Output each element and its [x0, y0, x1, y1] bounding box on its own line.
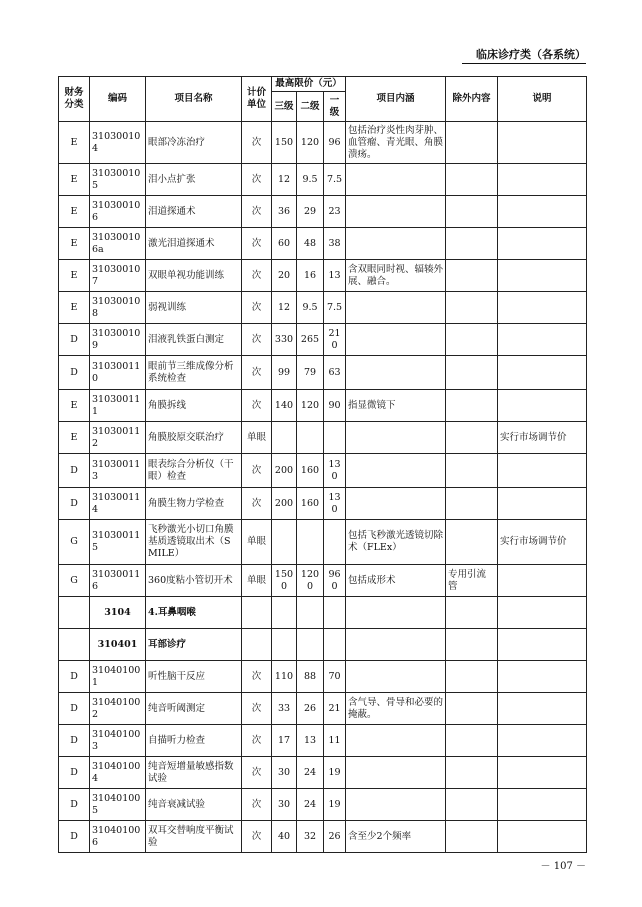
- table-row: [59, 164, 587, 196]
- price-level1-cell: 130: [324, 454, 346, 488]
- note-cell: [498, 122, 587, 164]
- price-level2-cell: 26: [297, 693, 324, 725]
- content-cell: 包括治疗炎性肉芽肿、血管瘤、青光眼、角膜溃疡。: [346, 122, 446, 164]
- header-category: 财务分类: [59, 77, 90, 122]
- content-cell: 指显微镜下: [346, 390, 446, 422]
- name-cell: 泪道探通术: [146, 196, 242, 228]
- price-level3-cell: 150: [272, 122, 297, 164]
- content-cell: [346, 164, 446, 196]
- note-cell: [498, 260, 587, 292]
- table-row: [59, 488, 587, 520]
- content-cell: [346, 292, 446, 324]
- price-level3-cell: [272, 520, 297, 565]
- price-level2-cell: 120: [297, 122, 324, 164]
- price-level3-cell: 36: [272, 196, 297, 228]
- content-cell: 含双眼同时视、辐辏外展、融合。: [346, 260, 446, 292]
- subsection-row: [59, 629, 587, 661]
- unit-cell: 次: [242, 454, 272, 488]
- name-cell: 角膜生物力学检查: [146, 488, 242, 520]
- table-row: [59, 789, 587, 821]
- price-level2-cell: 16: [297, 260, 324, 292]
- name-cell: 纯音短增量敏感指数试验: [146, 757, 242, 789]
- note-cell: [498, 757, 587, 789]
- content-cell: 含气导、骨导和必要的掩蔽。: [346, 693, 446, 725]
- category-cell: D: [59, 356, 90, 390]
- excluded-cell: [446, 520, 498, 565]
- note-cell: [498, 292, 587, 324]
- content-cell: 含至少2个频率: [346, 821, 446, 853]
- table-row: [59, 821, 587, 853]
- price-level2-cell: 120: [297, 390, 324, 422]
- excluded-cell: [446, 454, 498, 488]
- excluded-cell: [446, 228, 498, 260]
- unit-cell: 次: [242, 821, 272, 853]
- price-level2-cell: 79: [297, 356, 324, 390]
- excluded-cell: [446, 196, 498, 228]
- price-level2-cell: 160: [297, 488, 324, 520]
- header-rule: [462, 63, 586, 64]
- price-level3-cell: 17: [272, 725, 297, 757]
- price-level1-cell: 38: [324, 228, 346, 260]
- code-cell: 310401003: [90, 725, 146, 757]
- code-cell: 310300111: [90, 390, 146, 422]
- code-cell: 310401006: [90, 821, 146, 853]
- price-level1-cell: 21: [324, 693, 346, 725]
- subsection-code: 310401: [90, 629, 146, 661]
- table-row: [59, 661, 587, 693]
- price-level2-cell: [297, 422, 324, 454]
- note-cell: [498, 196, 587, 228]
- note-cell: [498, 693, 587, 725]
- category-cell: D: [59, 725, 90, 757]
- name-cell: 眼前节三维成像分析系统检查: [146, 356, 242, 390]
- price-level3-cell: 30: [272, 789, 297, 821]
- note-cell: [498, 390, 587, 422]
- table-row: [59, 422, 587, 454]
- header-max-price: 最高限价（元）: [272, 77, 346, 92]
- name-cell: 泪小点扩张: [146, 164, 242, 196]
- header-level3: 三级: [272, 92, 297, 122]
- price-level2-cell: 24: [297, 789, 324, 821]
- content-cell: [346, 196, 446, 228]
- price-level1-cell: 70: [324, 661, 346, 693]
- name-cell: 角膜拆线: [146, 390, 242, 422]
- code-cell: 310300116: [90, 565, 146, 597]
- price-level2-cell: [297, 520, 324, 565]
- code-cell: 310300113: [90, 454, 146, 488]
- price-level3-cell: 110: [272, 661, 297, 693]
- content-cell: [346, 725, 446, 757]
- header-unit: 计价单位: [242, 77, 272, 122]
- unit-cell: 单眼: [242, 520, 272, 565]
- category-cell: D: [59, 661, 90, 693]
- name-cell: 纯音衰减试验: [146, 789, 242, 821]
- name-cell: 双耳交替响度平衡试验: [146, 821, 242, 853]
- table-row: [59, 196, 587, 228]
- section-code: 3104: [90, 597, 146, 629]
- price-level1-cell: 130: [324, 488, 346, 520]
- table-row: [59, 390, 587, 422]
- table-row: [59, 356, 587, 390]
- category-cell: G: [59, 520, 90, 565]
- category-cell: D: [59, 789, 90, 821]
- excluded-cell: [446, 757, 498, 789]
- code-cell: 310300114: [90, 488, 146, 520]
- code-cell: 310401001: [90, 661, 146, 693]
- name-cell: 激光泪道探通术: [146, 228, 242, 260]
- content-cell: [346, 324, 446, 356]
- price-level2-cell: 24: [297, 757, 324, 789]
- name-cell: 听性脑干反应: [146, 661, 242, 693]
- unit-cell: 次: [242, 292, 272, 324]
- note-cell: [498, 488, 587, 520]
- header-level2: 二级: [297, 92, 324, 122]
- category-cell: D: [59, 757, 90, 789]
- price-level3-cell: 12: [272, 292, 297, 324]
- price-level1-cell: 7.5: [324, 292, 346, 324]
- unit-cell: 次: [242, 324, 272, 356]
- excluded-cell: [446, 164, 498, 196]
- content-cell: [346, 422, 446, 454]
- note-cell: 实行市场调节价: [498, 422, 587, 454]
- header-note: 说明: [498, 77, 587, 122]
- table-row: [59, 260, 587, 292]
- name-cell: 角膜胶原交联治疗: [146, 422, 242, 454]
- header-level1: 一级: [324, 92, 346, 122]
- price-level2-cell: 29: [297, 196, 324, 228]
- excluded-cell: [446, 260, 498, 292]
- unit-cell: 次: [242, 260, 272, 292]
- note-cell: [498, 356, 587, 390]
- unit-cell: 次: [242, 757, 272, 789]
- code-cell: 310300106a: [90, 228, 146, 260]
- table-row: [59, 565, 587, 597]
- price-level3-cell: 140: [272, 390, 297, 422]
- content-cell: 包括飞秒激光透镜切除术（FLEx）: [346, 520, 446, 565]
- price-level2-cell: 9.5: [297, 164, 324, 196]
- price-level3-cell: 40: [272, 821, 297, 853]
- table-row: [59, 520, 587, 565]
- category-cell: G: [59, 565, 90, 597]
- category-cell: D: [59, 454, 90, 488]
- header-code: 编码: [90, 77, 146, 122]
- note-cell: [498, 454, 587, 488]
- excluded-cell: [446, 693, 498, 725]
- code-cell: 310401005: [90, 789, 146, 821]
- note-cell: [498, 661, 587, 693]
- excluded-cell: [446, 422, 498, 454]
- unit-cell: 次: [242, 390, 272, 422]
- table-row: [59, 725, 587, 757]
- code-cell: 310300104: [90, 122, 146, 164]
- category-cell: D: [59, 324, 90, 356]
- excluded-cell: [446, 725, 498, 757]
- name-cell: 泪液乳铁蛋白测定: [146, 324, 242, 356]
- price-level3-cell: 99: [272, 356, 297, 390]
- price-level2-cell: 88: [297, 661, 324, 693]
- price-level1-cell: 19: [324, 757, 346, 789]
- category-cell: D: [59, 488, 90, 520]
- excluded-cell: 专用引流管: [446, 565, 498, 597]
- price-level3-cell: 12: [272, 164, 297, 196]
- table-row: [59, 228, 587, 260]
- price-level2-cell: 1200: [297, 565, 324, 597]
- name-cell: 眼部冷冻治疗: [146, 122, 242, 164]
- unit-cell: 单眼: [242, 422, 272, 454]
- content-cell: [346, 789, 446, 821]
- code-cell: 310300105: [90, 164, 146, 196]
- name-cell: 飞秒激光小切口角膜基质透镜取出术（SMILE）: [146, 520, 242, 565]
- price-level2-cell: 265: [297, 324, 324, 356]
- name-cell: 双眼单视功能训练: [146, 260, 242, 292]
- price-level3-cell: 200: [272, 454, 297, 488]
- price-level1-cell: 13: [324, 260, 346, 292]
- unit-cell: 次: [242, 228, 272, 260]
- category-cell: E: [59, 390, 90, 422]
- code-cell: 310300109: [90, 324, 146, 356]
- unit-cell: 次: [242, 693, 272, 725]
- category-cell: D: [59, 821, 90, 853]
- excluded-cell: [446, 324, 498, 356]
- unit-cell: 次: [242, 725, 272, 757]
- header-content: 项目内涵: [346, 77, 446, 122]
- price-level2-cell: 32: [297, 821, 324, 853]
- name-cell: 眼表综合分析仪（干眼）检查: [146, 454, 242, 488]
- price-level1-cell: 96: [324, 122, 346, 164]
- price-level1-cell: [324, 520, 346, 565]
- note-cell: [498, 821, 587, 853]
- price-level1-cell: 7.5: [324, 164, 346, 196]
- category-cell: D: [59, 693, 90, 725]
- category-cell: E: [59, 122, 90, 164]
- price-level2-cell: 48: [297, 228, 324, 260]
- category-cell: E: [59, 422, 90, 454]
- note-cell: [498, 725, 587, 757]
- header-excluded: 除外内容: [446, 77, 498, 122]
- code-cell: 310300108: [90, 292, 146, 324]
- category-cell: E: [59, 292, 90, 324]
- price-level1-cell: 23: [324, 196, 346, 228]
- code-cell: 310300110: [90, 356, 146, 390]
- price-level3-cell: [272, 422, 297, 454]
- category-cell: E: [59, 164, 90, 196]
- price-level3-cell: 1500: [272, 565, 297, 597]
- price-level1-cell: 63: [324, 356, 346, 390]
- price-level1-cell: 210: [324, 324, 346, 356]
- price-level1-cell: 11: [324, 725, 346, 757]
- price-level3-cell: 200: [272, 488, 297, 520]
- price-level1-cell: 960: [324, 565, 346, 597]
- unit-cell: 次: [242, 196, 272, 228]
- table-row: [59, 757, 587, 789]
- note-cell: [498, 228, 587, 260]
- name-cell: 360度粘小管切开术: [146, 565, 242, 597]
- category-cell: E: [59, 196, 90, 228]
- running-header: 临床诊疗类（各系统）: [476, 48, 586, 61]
- name-cell: 自描听力检查: [146, 725, 242, 757]
- table-row: [59, 324, 587, 356]
- code-cell: 310401002: [90, 693, 146, 725]
- category-cell: E: [59, 228, 90, 260]
- name-cell: 纯音听阈测定: [146, 693, 242, 725]
- unit-cell: 次: [242, 789, 272, 821]
- price-level1-cell: 90: [324, 390, 346, 422]
- unit-cell: 次: [242, 488, 272, 520]
- unit-cell: 次: [242, 164, 272, 196]
- table-row: [59, 693, 587, 725]
- table-row: [59, 454, 587, 488]
- note-cell: [498, 324, 587, 356]
- code-cell: 310300107: [90, 260, 146, 292]
- excluded-cell: [446, 292, 498, 324]
- excluded-cell: [446, 122, 498, 164]
- unit-cell: 次: [242, 661, 272, 693]
- code-cell: 310401004: [90, 757, 146, 789]
- content-cell: 包括成形术: [346, 565, 446, 597]
- price-level3-cell: 33: [272, 693, 297, 725]
- content-cell: [346, 454, 446, 488]
- excluded-cell: [446, 789, 498, 821]
- note-cell: [498, 164, 587, 196]
- excluded-cell: [446, 821, 498, 853]
- code-cell: 310300106: [90, 196, 146, 228]
- price-level1-cell: 26: [324, 821, 346, 853]
- price-level1-cell: [324, 422, 346, 454]
- price-level3-cell: 20: [272, 260, 297, 292]
- note-cell: [498, 565, 587, 597]
- subsection-name: 耳部诊疗: [146, 629, 242, 661]
- code-cell: 310300115: [90, 520, 146, 565]
- unit-cell: 次: [242, 122, 272, 164]
- excluded-cell: [446, 661, 498, 693]
- content-cell: [346, 356, 446, 390]
- category-cell: E: [59, 260, 90, 292]
- excluded-cell: [446, 356, 498, 390]
- fee-table: [58, 76, 587, 853]
- content-cell: [346, 757, 446, 789]
- table-row: [59, 292, 587, 324]
- unit-cell: 次: [242, 356, 272, 390]
- section-row: [59, 597, 587, 629]
- price-level3-cell: 60: [272, 228, 297, 260]
- table-row: [59, 122, 587, 164]
- price-level2-cell: 9.5: [297, 292, 324, 324]
- note-cell: [498, 789, 587, 821]
- code-cell: 310300112: [90, 422, 146, 454]
- price-level3-cell: 330: [272, 324, 297, 356]
- page-number: － 107 －: [540, 861, 586, 872]
- price-level2-cell: 13: [297, 725, 324, 757]
- note-cell: 实行市场调节价: [498, 520, 587, 565]
- content-cell: [346, 488, 446, 520]
- unit-cell: 单眼: [242, 565, 272, 597]
- content-cell: [346, 228, 446, 260]
- content-cell: [346, 661, 446, 693]
- price-level3-cell: 30: [272, 757, 297, 789]
- section-name: 4.耳鼻咽喉: [146, 597, 242, 629]
- excluded-cell: [446, 488, 498, 520]
- price-level2-cell: 160: [297, 454, 324, 488]
- excluded-cell: [446, 390, 498, 422]
- header-name: 项目名称: [146, 77, 242, 122]
- name-cell: 弱视训练: [146, 292, 242, 324]
- price-level1-cell: 19: [324, 789, 346, 821]
